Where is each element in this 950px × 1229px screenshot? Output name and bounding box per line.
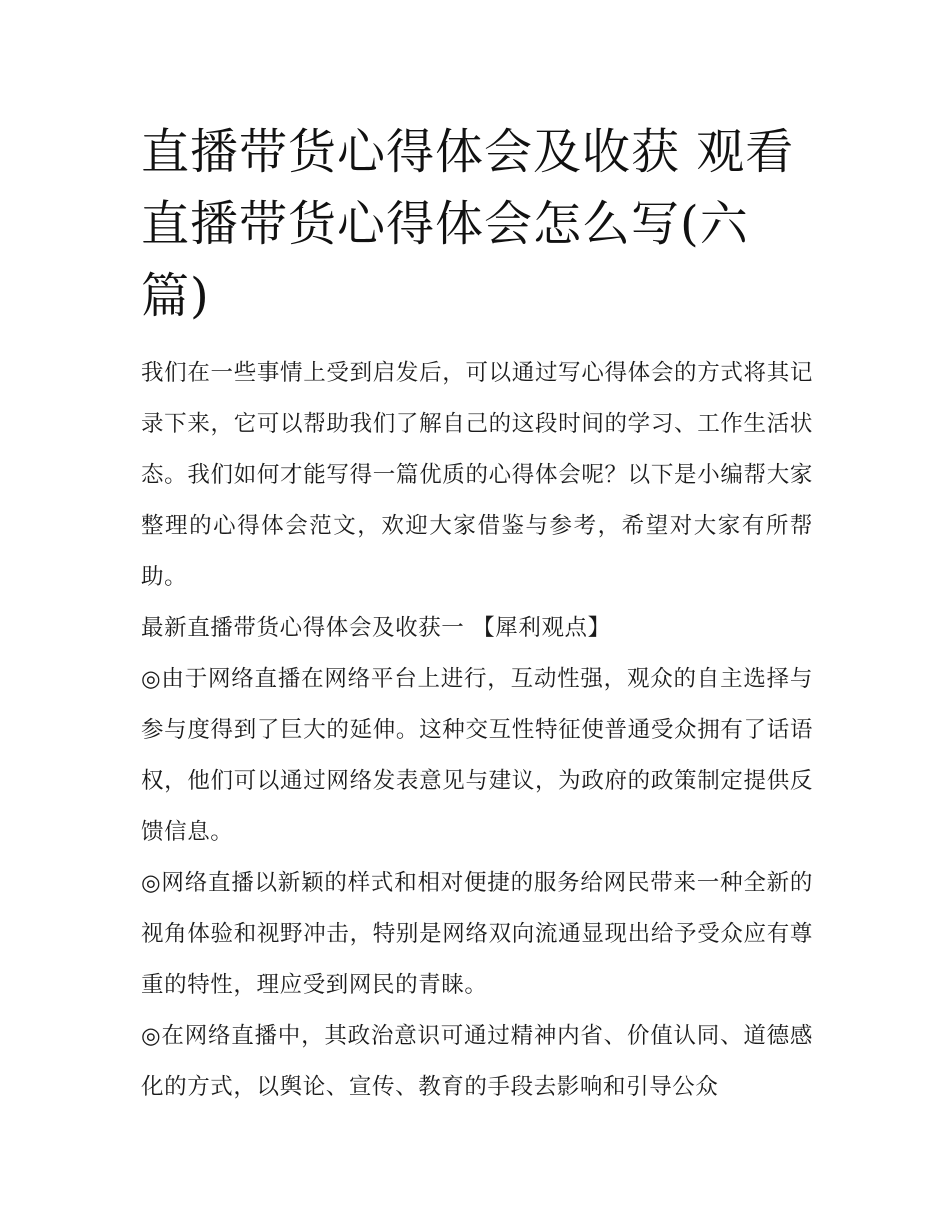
point-paragraph-1 <box>141 654 813 858</box>
point-text-3: 在网络直播中，其政治意识可通过精神内省、价值认同、道德感化的方式，以舆论、宣传、教育的手段去影响和引导公众 <box>141 1023 813 1100</box>
document-content <box>141 116 813 1113</box>
point-paragraph-3 <box>141 1011 813 1113</box>
bullet-circle-icon: ◎ <box>141 666 162 692</box>
intro-paragraph: 我们在一些事情上受到启发后，可以通过写心得体会的方式将其记录下来，它可以帮助我们了解自己的这段时间的学习、工作生活状态。我们如何才能写得一篇优质的心得体会呢？以下是小编帮大家整理的心得体会范文，欢迎大家借鉴与参考，希望对大家有所帮助。 <box>141 360 813 590</box>
section-heading: 最新直播带货心得体会及收获一 【犀利观点】 <box>141 615 611 641</box>
bullet-circle-icon: ◎ <box>141 870 162 896</box>
point-text-1: 由于网络直播在网络平台上进行，互动性强，观众的自主选择与参与度得到了巨大的延伸。这种交互性特征使普通受众拥有了话语权，他们可以通过网络发表意见与建议，为政府的政策制定提供反馈信息。 <box>141 666 813 845</box>
document-title: 直播带货心得体会及收获 观看直播带货心得体会怎么写(六篇) <box>141 124 795 324</box>
point-text-2: 网络直播以新颖的样式和相对便捷的服务给网民带来一种全新的视角体验和视野冲击，特别是网络双向流通显现出给予受众应有尊重的特性，理应受到网民的青睐。 <box>141 870 813 998</box>
bullet-circle-icon: ◎ <box>141 1023 162 1049</box>
point-paragraph-2 <box>141 858 813 1011</box>
